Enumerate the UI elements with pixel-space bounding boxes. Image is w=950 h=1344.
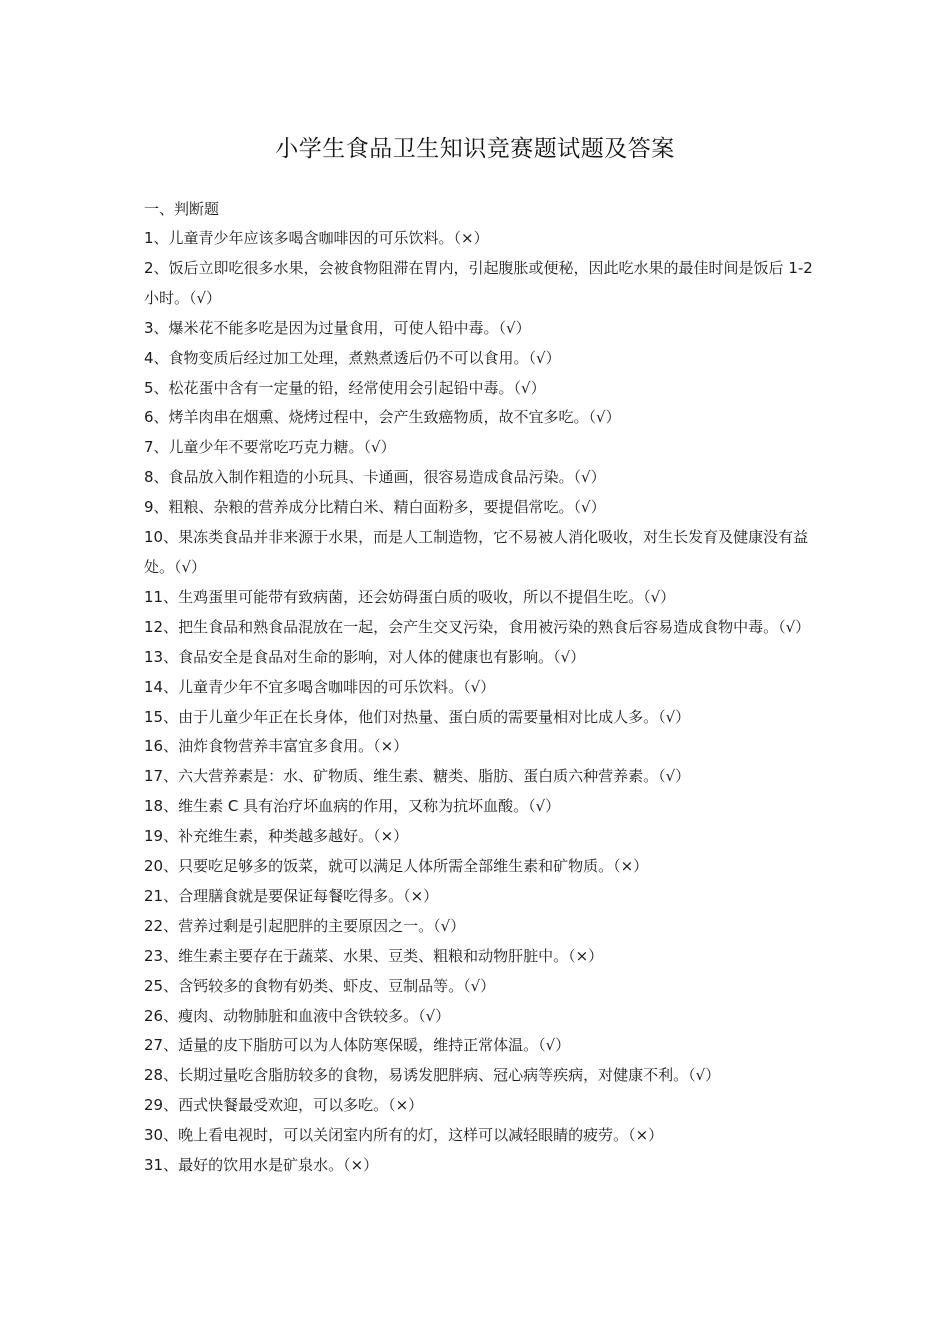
question-item: 12、把生食品和熟食品混放在一起，会产生交叉污染，食用被污染的熟食后容易造成食物中毒。（√） [144, 617, 811, 636]
question-item: 25、含钙较多的食物有奶类、虾皮、豆制品等。（√） [144, 976, 496, 995]
question-item: 23、维生素主要存在于蔬菜、水果、豆类、粗粮和动物肝脏中。（×） [144, 946, 604, 965]
document-title: 小学生食品卫生知识竞赛题试题及答案 [275, 136, 675, 162]
question-item: 1、儿童青少年应该多喝含咖啡因的可乐饮料。（×） [144, 229, 489, 247]
question-item: 17、六大营养素是：水、矿物质、维生素、糖类、脂肪、蛋白质六种营养素。（√） [144, 767, 691, 786]
question-item: 9、粗粮、杂粮的营养成分比精白米、精白面粉多，要提倡常吃。（√） [144, 498, 606, 517]
question-list [144, 224, 814, 1181]
question-item: 27、适量的皮下脂肪可以为人体防寒保暖，维持正常体温。（√） [144, 1036, 571, 1055]
question-item: 18、维生素 C 具有治疗坏血病的作用，又称为抗坏血酸。（√） [144, 797, 561, 816]
question-item: 4、食物变质后经过加工处理，煮熟煮透后仍不可以食用。（√） [144, 348, 561, 367]
question-item: 8、食品放入制作粗造的小玩具、卡通画，很容易造成食品污染。（√） [144, 468, 606, 487]
question-item: 20、只要吃足够多的饭菜，就可以满足人体所需全部维生素和矿物质。（×） [144, 857, 649, 876]
question-item: 7、儿童少年不要常吃巧克力糖。（√） [144, 438, 396, 457]
question-item: 11、生鸡蛋里可能带有致病菌，还会妨碍蛋白质的吸收，所以不提倡生吃。（√） [144, 587, 676, 606]
question-item: 26、瘦肉、动物肺脏和血液中含铁较多。（√） [144, 1006, 451, 1025]
question-item: 28、长期过量吃含脂肪较多的食物，易诱发肥胖病、冠心病等疾病，对健康不利。（√） [144, 1066, 721, 1085]
question-item: 31、最好的饮用水是矿泉水。（×） [144, 1156, 379, 1175]
question-item: 30、晚上看电视时，可以关闭室内所有的灯，这样可以减轻眼睛的疲劳。（×） [144, 1126, 664, 1145]
document-body [144, 195, 814, 1181]
section-heading: 一、判断题 [144, 200, 220, 218]
question-item: 22、营养过剩是引起肥胖的主要原因之一。（√） [144, 916, 466, 935]
question-item: 21、合理膳食就是要保证每餐吃得多。（×） [144, 886, 439, 905]
question-item: 10、果冻类食品并非来源于水果，而是人工制造物，它不易被人消化吸收，对生长发育及健康没有益处。（√） [144, 528, 809, 576]
question-item: 15、由于儿童少年正在长身体，他们对热量、蛋白质的需要量相对比成人多。（√） [144, 707, 691, 726]
question-item: 3、爆米花不能多吃是因为过量食用，可使人铅中毒。（√） [144, 318, 531, 337]
question-item: 13、食品安全是食品对生命的影响，对人体的健康也有影响。（√） [144, 647, 586, 666]
question-item: 2、饭后立即吃很多水果，会被食物阻滞在胃内，引起腹胀或便秘，因此吃水果的最佳时间是饭后 1-2 小时。（√） [144, 258, 813, 307]
question-item: 29、西式快餐最受欢迎，可以多吃。（×） [144, 1096, 424, 1115]
question-item: 6、烤羊肉串在烟熏、烧烤过程中，会产生致癌物质，故不宜多吃。（√） [144, 408, 621, 427]
question-item: 16、油炸食物营养丰富宜多食用。（×） [144, 737, 409, 756]
question-item: 14、儿童青少年不宜多喝含咖啡因的可乐饮料。（√） [144, 677, 496, 696]
question-item: 5、松花蛋中含有一定量的铅，经常使用会引起铅中毒。（√） [144, 378, 546, 397]
question-item: 19、补充维生素，种类越多越好。（×） [144, 827, 409, 846]
